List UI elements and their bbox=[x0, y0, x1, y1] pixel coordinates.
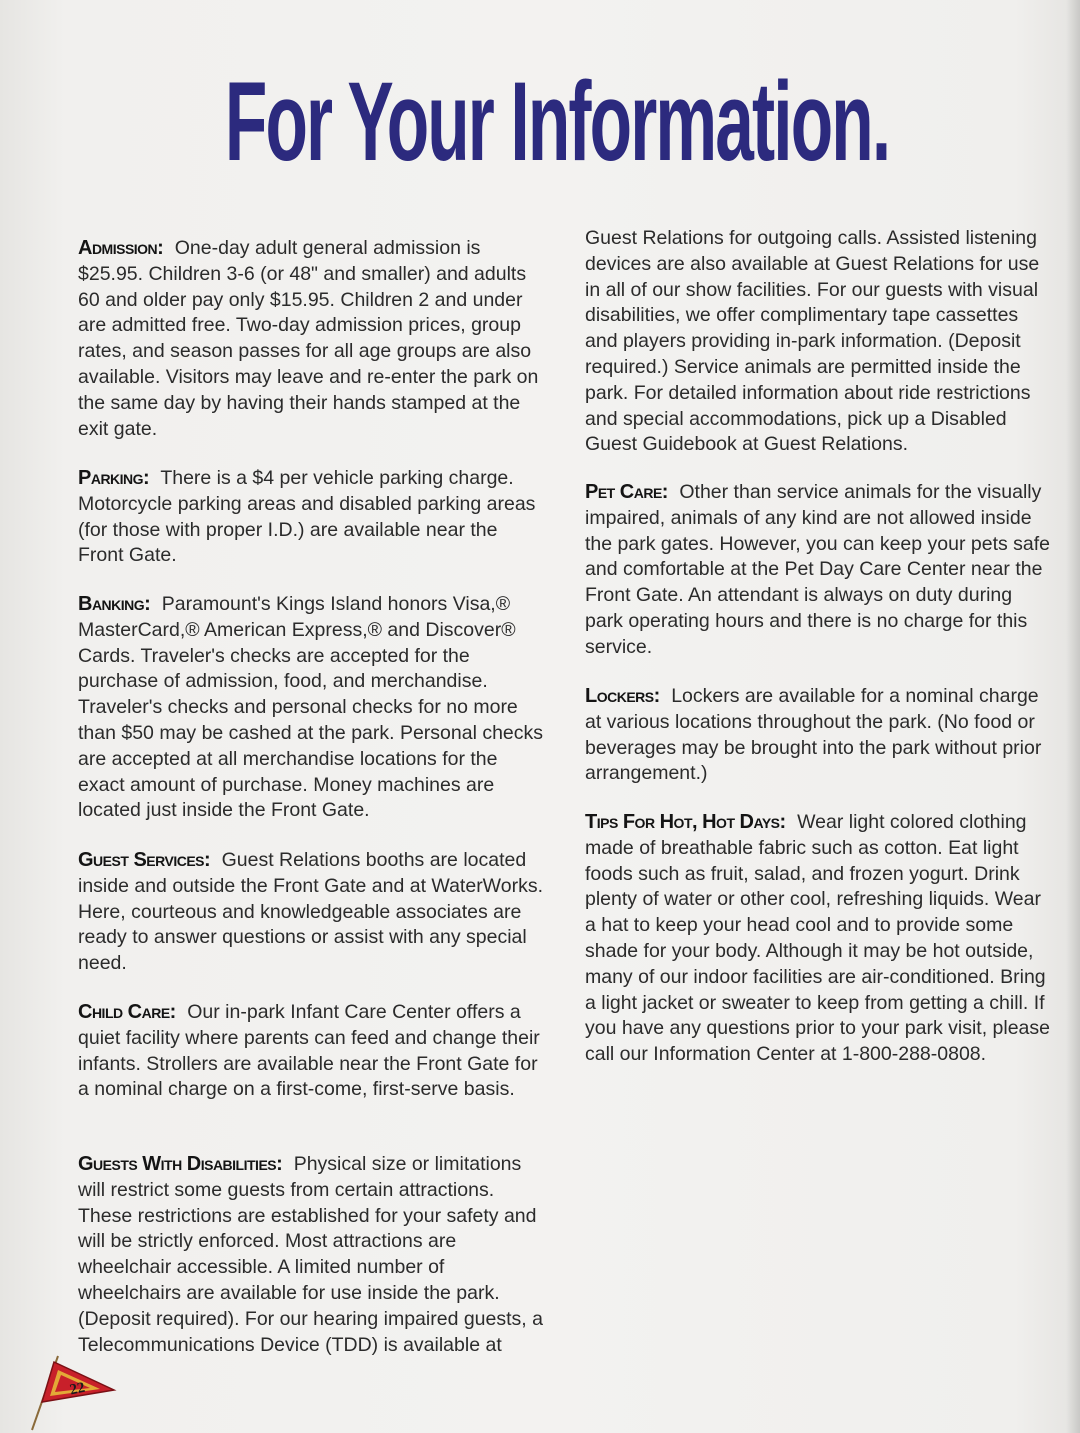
section-text: Other than service animals for the visually impaired, animals of any kind are not allowed inside the park gates. However, you can keep your pets safe and comfortable at the Pet Day Care Center near the Front Gate. An attendant is always on duty during park operating hours and there is no charge for this service. bbox=[585, 481, 1051, 658]
page-number: 22 bbox=[68, 1379, 87, 1399]
section-heading: Pet Care: bbox=[585, 481, 668, 503]
section-lockers bbox=[585, 684, 1055, 787]
section-child-care bbox=[78, 1000, 548, 1103]
section-heading: Admission: bbox=[78, 237, 164, 259]
section-heading: Lockers: bbox=[585, 685, 660, 707]
section-text: One-day adult general admission is $25.95. Children 3-6 (or 48" and smaller) and adults 60 and older pay only $15.95. Children 2 and under are admitted free. Two-day admission prices, group rates, and season passes for all age groups are also available. Visitors may leave and re-enter the park on the same day by having their hands stamped at the exit gate. bbox=[78, 237, 539, 440]
section-text: There is a $4 per vehicle parking charge. Motorcycle parking areas and disabled parking areas (for those with proper I.D.) are available near the Front Gate. bbox=[78, 467, 536, 567]
section-text: Guest Relations for outgoing calls. Assisted listening devices are also available at Guest Relations for use in all of our show facilities. For our guests with visual disabilities, we offer complimentary tape cassettes and players providing in-park information. (Deposit required.) Service animals are permitted inside the park. For detailed information about ride restrictions and special accommodations, pick up a Disabled Guest Guidebook at Guest Relations. bbox=[585, 227, 1040, 456]
section-text: Lockers are available for a nominal charge at various locations throughout the park. (No food or beverages may be brought into the park without prior arrangement.) bbox=[585, 685, 1042, 785]
section-heading: Guest Services: bbox=[78, 849, 211, 871]
section-text: Paramount's Kings Island honors Visa,® MasterCard,® American Express,® and Discover® Cards. Traveler's checks are accepted for the purchase of admission, food, and merchandise. Traveler's checks and personal checks for no more than $50 may be cashed at the park. Personal checks are accepted at all merchandise locations for the exact amount of purchase. Money machines are located just inside the Front Gate. bbox=[78, 593, 544, 822]
page-fold-shadow bbox=[1066, 0, 1080, 1433]
section-tips bbox=[585, 810, 1055, 1068]
section-heading: Parking: bbox=[78, 467, 150, 489]
section-guest-services bbox=[78, 848, 548, 977]
section-guests-with-disabilities bbox=[78, 1152, 548, 1358]
section-banking bbox=[78, 592, 548, 824]
section-parking bbox=[78, 466, 548, 569]
section-heading: Guests With Disabilities: bbox=[78, 1153, 283, 1175]
section-text: Wear light colored clothing made of breathable fabric such as cotton. Eat light foods such as fruit, salad, and frozen yogurt. Drink plenty of water or other cool, refreshing liquids. Wear a hat to keep your head cool and to provide some shade for your body. Although it may be hot outside, many of our indoor facilities are air-conditioned. Bring a light jacket or sweater to keep from getting a chill. If you have any questions prior to your park visit, please call our Information Center at 1-800-288-0808. bbox=[585, 811, 1051, 1066]
section-text: Physical size or limitations will restrict some guests from certain attractions. These restrictions are established for your safety and will be strictly enforced. Most attractions are wheelchair accessible. A limited number of wheelchairs are available for use inside the park. (Deposit required). For our hearing impaired guests, a Telecommunications Device (TDD) is available at bbox=[78, 1153, 543, 1356]
section-text: Guest Relations booths are located inside and outside the Front Gate and at WaterWorks. Here, courteous and knowledgeable associates are ready to answer questions or assist with any special need. bbox=[78, 849, 543, 975]
page-title: For Your Information. bbox=[224, 59, 890, 184]
section-disabilities-continued bbox=[585, 226, 1055, 458]
section-heading: Banking: bbox=[78, 593, 151, 615]
section-admission bbox=[78, 236, 548, 442]
section-text: Our in-park Infant Care Center offers a quiet facility where parents can feed and change their infants. Strollers are available near the Front Gate for a nominal charge on a first-come, first-serve basis. bbox=[78, 1001, 540, 1101]
section-pet-care bbox=[585, 480, 1055, 661]
section-heading: Child Care: bbox=[78, 1001, 176, 1023]
section-heading: Tips For Hot, Hot Days: bbox=[585, 811, 786, 833]
